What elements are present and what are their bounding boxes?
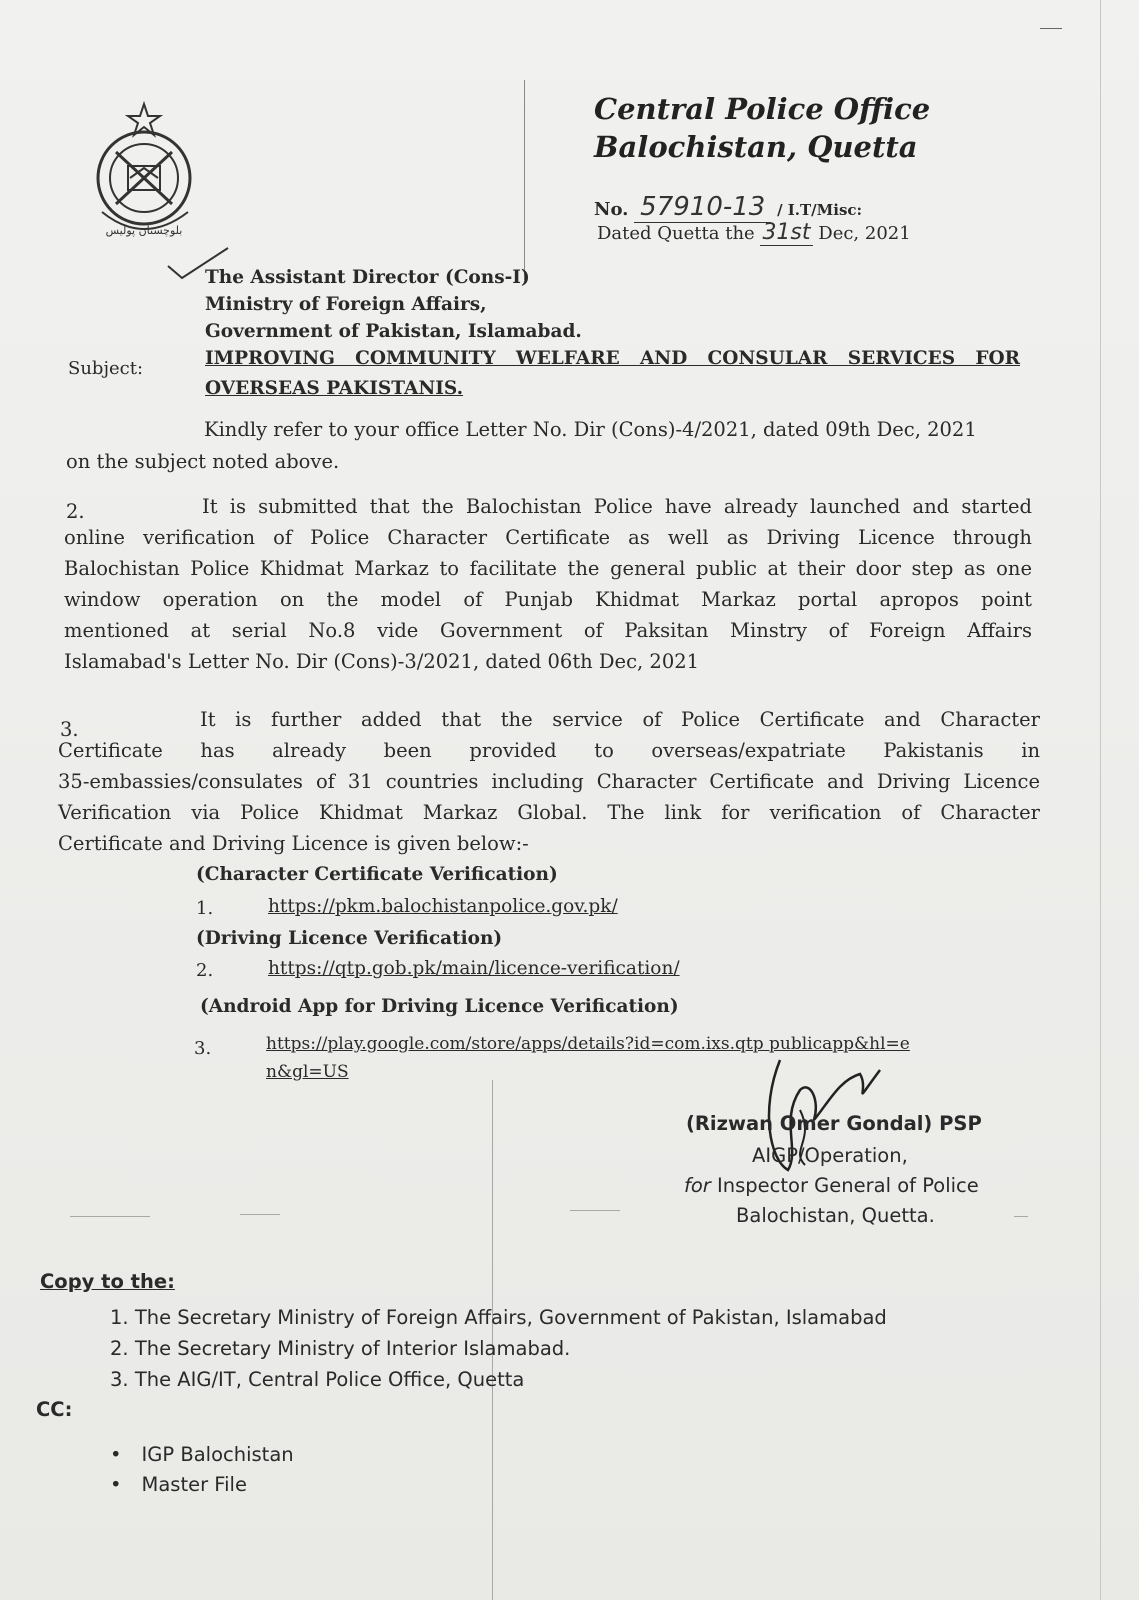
link1-number: 1. xyxy=(196,898,214,919)
para2-line: Islamabad's Letter No. Dir (Cons)-3/2021, dated 06th Dec, 2021 xyxy=(64,650,700,673)
copy-to-num: 1. xyxy=(110,1306,129,1329)
subject-label: Subject: xyxy=(68,358,144,379)
link3-heading: (Android App for Driving Licence Verification) xyxy=(200,996,679,1017)
signatory-name: (Rizwan Omer Gondal) PSP xyxy=(686,1112,982,1135)
copy-to-heading: Copy to the: xyxy=(40,1270,175,1293)
scan-mark xyxy=(1014,1216,1028,1217)
scan-mark xyxy=(240,1214,280,1215)
addressee-title: The Assistant Director (Cons-I) xyxy=(205,267,530,288)
on-behalf-title: Inspector General of Police xyxy=(717,1174,979,1197)
para2-line: online verification of Police Character Certificate as well as Driving Licence through xyxy=(64,526,1032,549)
para3-number: 3. xyxy=(60,718,79,741)
link2-number: 2. xyxy=(196,960,214,981)
para3-line: Certificate has already been provided to overseas/expatriate Pakistanis in xyxy=(58,739,1040,762)
scan-mark xyxy=(1040,28,1062,29)
para3-line: Certificate and Driving Licence is given below:- xyxy=(58,832,529,855)
cc-item: • Master File xyxy=(110,1473,247,1496)
no-suffix: / I.T/Misc: xyxy=(777,201,863,219)
para2-line: It is submitted that the Balochistan Police have already launched and started xyxy=(202,495,1032,518)
seal-script: بلوچستان پولیس xyxy=(105,224,183,237)
for-word: for xyxy=(684,1174,711,1197)
character-certificate-link[interactable]: https://pkm.balochistanpolice.gov.pk/ xyxy=(268,896,618,917)
dated-rest: Dec, 2021 xyxy=(818,223,911,244)
on-behalf-line xyxy=(684,1174,979,1197)
office-name: Central Police Office xyxy=(594,92,931,126)
dated-line xyxy=(597,220,911,245)
fold-line xyxy=(524,80,525,280)
para3-line: It is further added that the service of Police Certificate and Character xyxy=(200,708,1040,731)
copy-to-list xyxy=(110,1302,887,1395)
link3-number: 3. xyxy=(194,1038,212,1059)
para3-line: 35-embassies/consulates of 31 countries including Character Certificate and Driving Licence xyxy=(58,770,1040,793)
cc-list xyxy=(110,1440,294,1500)
para2-line: mentioned at serial No.8 vide Government of Paksitan Minstry of Foreign Affairs xyxy=(64,619,1032,642)
subject-text xyxy=(205,344,1020,404)
driving-licence-link[interactable]: https://qtp.gob.pk/main/licence-verification/ xyxy=(268,958,680,979)
para2-line: Balochistan Police Khidmat Markaz to facilitate the general public at their door step as one xyxy=(64,557,1032,580)
signatory-place: Balochistan, Quetta. xyxy=(736,1204,935,1227)
cc-item: • IGP Balochistan xyxy=(110,1443,294,1466)
no-label: No. xyxy=(594,199,629,220)
no-value: 57910-13 xyxy=(634,192,771,223)
dated-label: Dated Quetta the xyxy=(597,223,755,244)
addressee-ministry: Ministry of Foreign Affairs, xyxy=(205,294,487,315)
office-location: Balochistan, Quetta xyxy=(594,130,918,164)
link1-heading: (Character Certificate Verification) xyxy=(196,864,558,885)
addressee-block xyxy=(205,264,582,345)
para2-line: window operation on the model of Punjab Khidmat Markaz portal apropos point xyxy=(64,588,1032,611)
page-edge xyxy=(1100,0,1101,1600)
para3-line: Verification via Police Khidmat Markaz Global. The link for verification of Character xyxy=(58,801,1040,824)
para2 xyxy=(64,491,1032,677)
signatory-designation: AIGP/Operation, xyxy=(752,1144,908,1167)
copy-to-item: 1. The Secretary Ministry of Foreign Affairs, Government of Pakistan, Islamabad xyxy=(110,1306,887,1329)
police-crest-icon xyxy=(80,96,208,246)
para1-line2: on the subject noted above. xyxy=(66,450,340,473)
copy-to-item: 2. The Secretary Ministry of Interior Islamabad. xyxy=(110,1337,571,1360)
addressee-government: Government of Pakistan, Islamabad. xyxy=(205,321,582,342)
scan-mark xyxy=(70,1216,150,1217)
copy-to-num: 2. xyxy=(110,1337,129,1360)
android-app-link-cont[interactable]: n&gl=US xyxy=(266,1062,349,1082)
scan-mark xyxy=(570,1210,620,1211)
android-app-link[interactable]: https://play.google.com/store/apps/details?id=com.ixs.qtp publicapp&hl=e xyxy=(266,1034,910,1054)
subject-line-2: OVERSEAS PAKISTANIS. xyxy=(205,378,464,399)
police-seal xyxy=(80,96,208,246)
copy-to-item: 3. The AIG/IT, Central Police Office, Quetta xyxy=(110,1368,525,1391)
copy-to-num: 3. xyxy=(110,1368,129,1391)
subject-line-1: IMPROVING COMMUNITY WELFARE AND CONSULAR SERVICES FOR xyxy=(205,348,1020,369)
dated-day: 31st xyxy=(762,220,811,245)
para1-line1: Kindly refer to your office Letter No. Dir (Cons)-4/2021, dated 09th Dec, 2021 xyxy=(204,418,977,441)
para3 xyxy=(58,704,1040,859)
link2-heading: (Driving Licence Verification) xyxy=(196,928,503,949)
cc-label: CC: xyxy=(36,1398,73,1421)
para2-number: 2. xyxy=(66,500,85,523)
reference-number xyxy=(594,192,862,222)
